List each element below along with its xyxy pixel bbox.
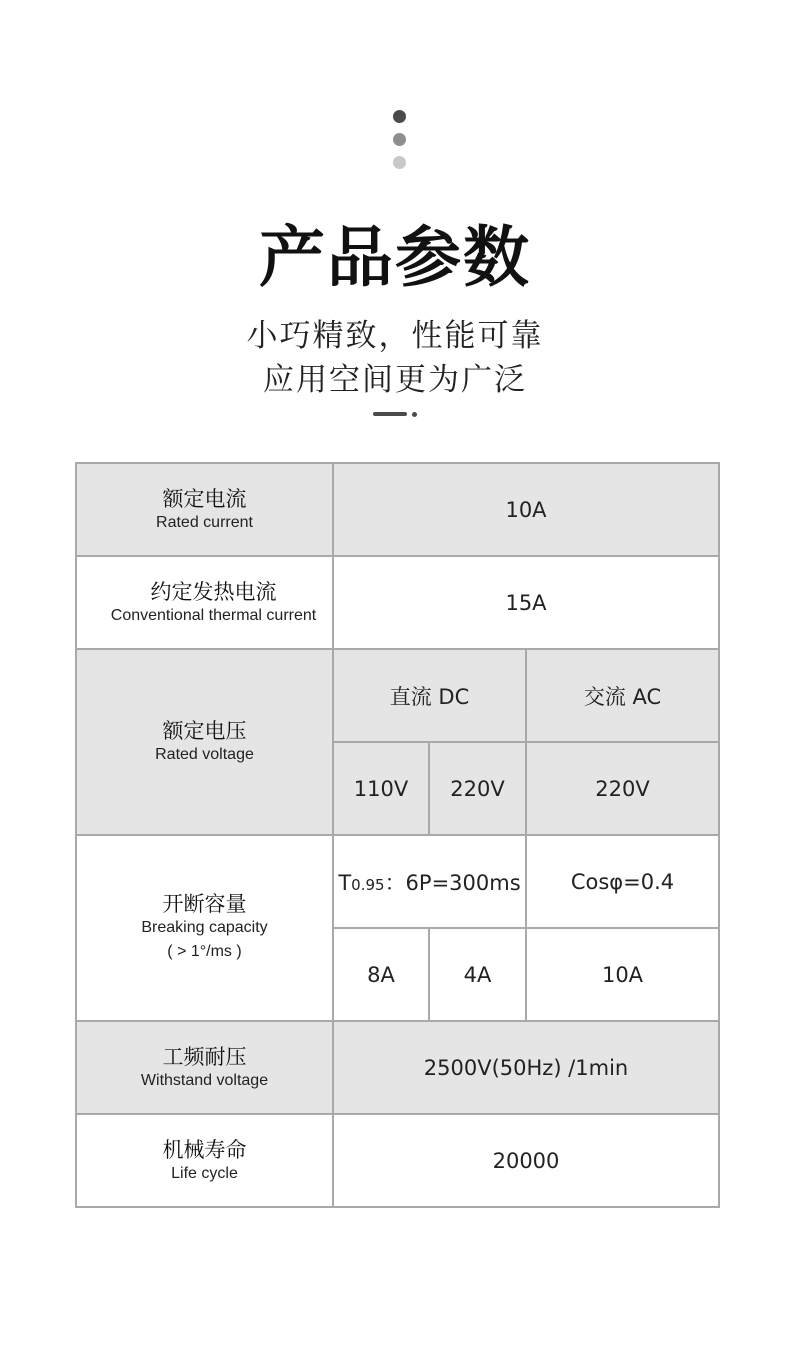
withstand-voltage-zh: 工频耐压 xyxy=(162,1044,247,1069)
dc-cond-rest: ：6P=300ms xyxy=(384,870,521,895)
breaking-capacity-en: Breaking capacity xyxy=(141,919,268,936)
thermal-current-en: Conventional thermal current xyxy=(110,606,317,624)
withstand-voltage-value: 2500V(50Hz) /1min xyxy=(333,1021,719,1114)
breaking-capacity-zh: 开断容量 xyxy=(162,892,247,916)
page-title: 产品参数 xyxy=(259,219,531,296)
rated-voltage-zh: 额定电压 xyxy=(162,719,247,743)
ac-header: 交流 AC xyxy=(526,649,719,742)
rated-current-en: Rated current xyxy=(156,513,253,531)
withstand-voltage-label xyxy=(76,1021,333,1114)
breaking-capacity-note: ( > 1°/ms ) xyxy=(167,943,242,960)
subtitle-line-1: 小巧精致，性能可靠 xyxy=(246,318,544,354)
dc-breaking-110: 8A xyxy=(333,928,429,1021)
table-row-withstand-voltage xyxy=(76,1021,719,1114)
dot-light xyxy=(393,156,406,169)
dot-medium xyxy=(393,133,406,146)
rated-voltage-en: Rated voltage xyxy=(155,746,254,763)
thermal-current-label xyxy=(76,556,333,649)
life-cycle-en: Life cycle xyxy=(171,1164,238,1182)
dc-breaking-220: 4A xyxy=(429,928,526,1021)
decorative-dots xyxy=(393,110,407,179)
title-underline-dot xyxy=(412,412,417,417)
dc-cond-prefix: T xyxy=(338,870,352,895)
dc-voltage-220: 220V xyxy=(429,742,526,835)
rated-voltage-label xyxy=(76,649,333,835)
rated-current-zh: 额定电流 xyxy=(162,486,247,511)
dot-dark xyxy=(393,110,406,123)
life-cycle-zh: 机械寿命 xyxy=(162,1137,247,1162)
rated-current-value: 10A xyxy=(333,463,719,556)
table-row-life-cycle xyxy=(76,1114,719,1207)
life-cycle-value: 20000 xyxy=(333,1114,719,1207)
ac-voltage-220: 220V xyxy=(526,742,719,835)
title-underline xyxy=(373,412,407,416)
dc-header: 直流 DC xyxy=(333,649,526,742)
spec-table xyxy=(75,462,720,1208)
thermal-current-value: 15A xyxy=(333,556,719,649)
ac-breaking-condition: Cosφ=0.4 xyxy=(526,835,719,928)
withstand-voltage-en: Withstand voltage xyxy=(140,1071,269,1089)
dc-cond-sub: 0.95 xyxy=(351,875,385,894)
rated-current-label xyxy=(76,463,333,556)
ac-breaking-220: 10A xyxy=(526,928,719,1021)
breaking-capacity-label xyxy=(76,835,333,1021)
table-row-rated-current xyxy=(76,463,719,556)
table-row-breaking-capacity xyxy=(76,835,719,928)
life-cycle-label xyxy=(76,1114,333,1207)
table-row-rated-voltage xyxy=(76,649,719,742)
table-row-thermal-current xyxy=(76,556,719,649)
dc-breaking-condition xyxy=(333,835,526,928)
subtitle-line-2: 应用空间更为广泛 xyxy=(263,362,527,398)
dc-voltage-110: 110V xyxy=(333,742,429,835)
thermal-current-zh: 约定发热电流 xyxy=(150,579,277,604)
